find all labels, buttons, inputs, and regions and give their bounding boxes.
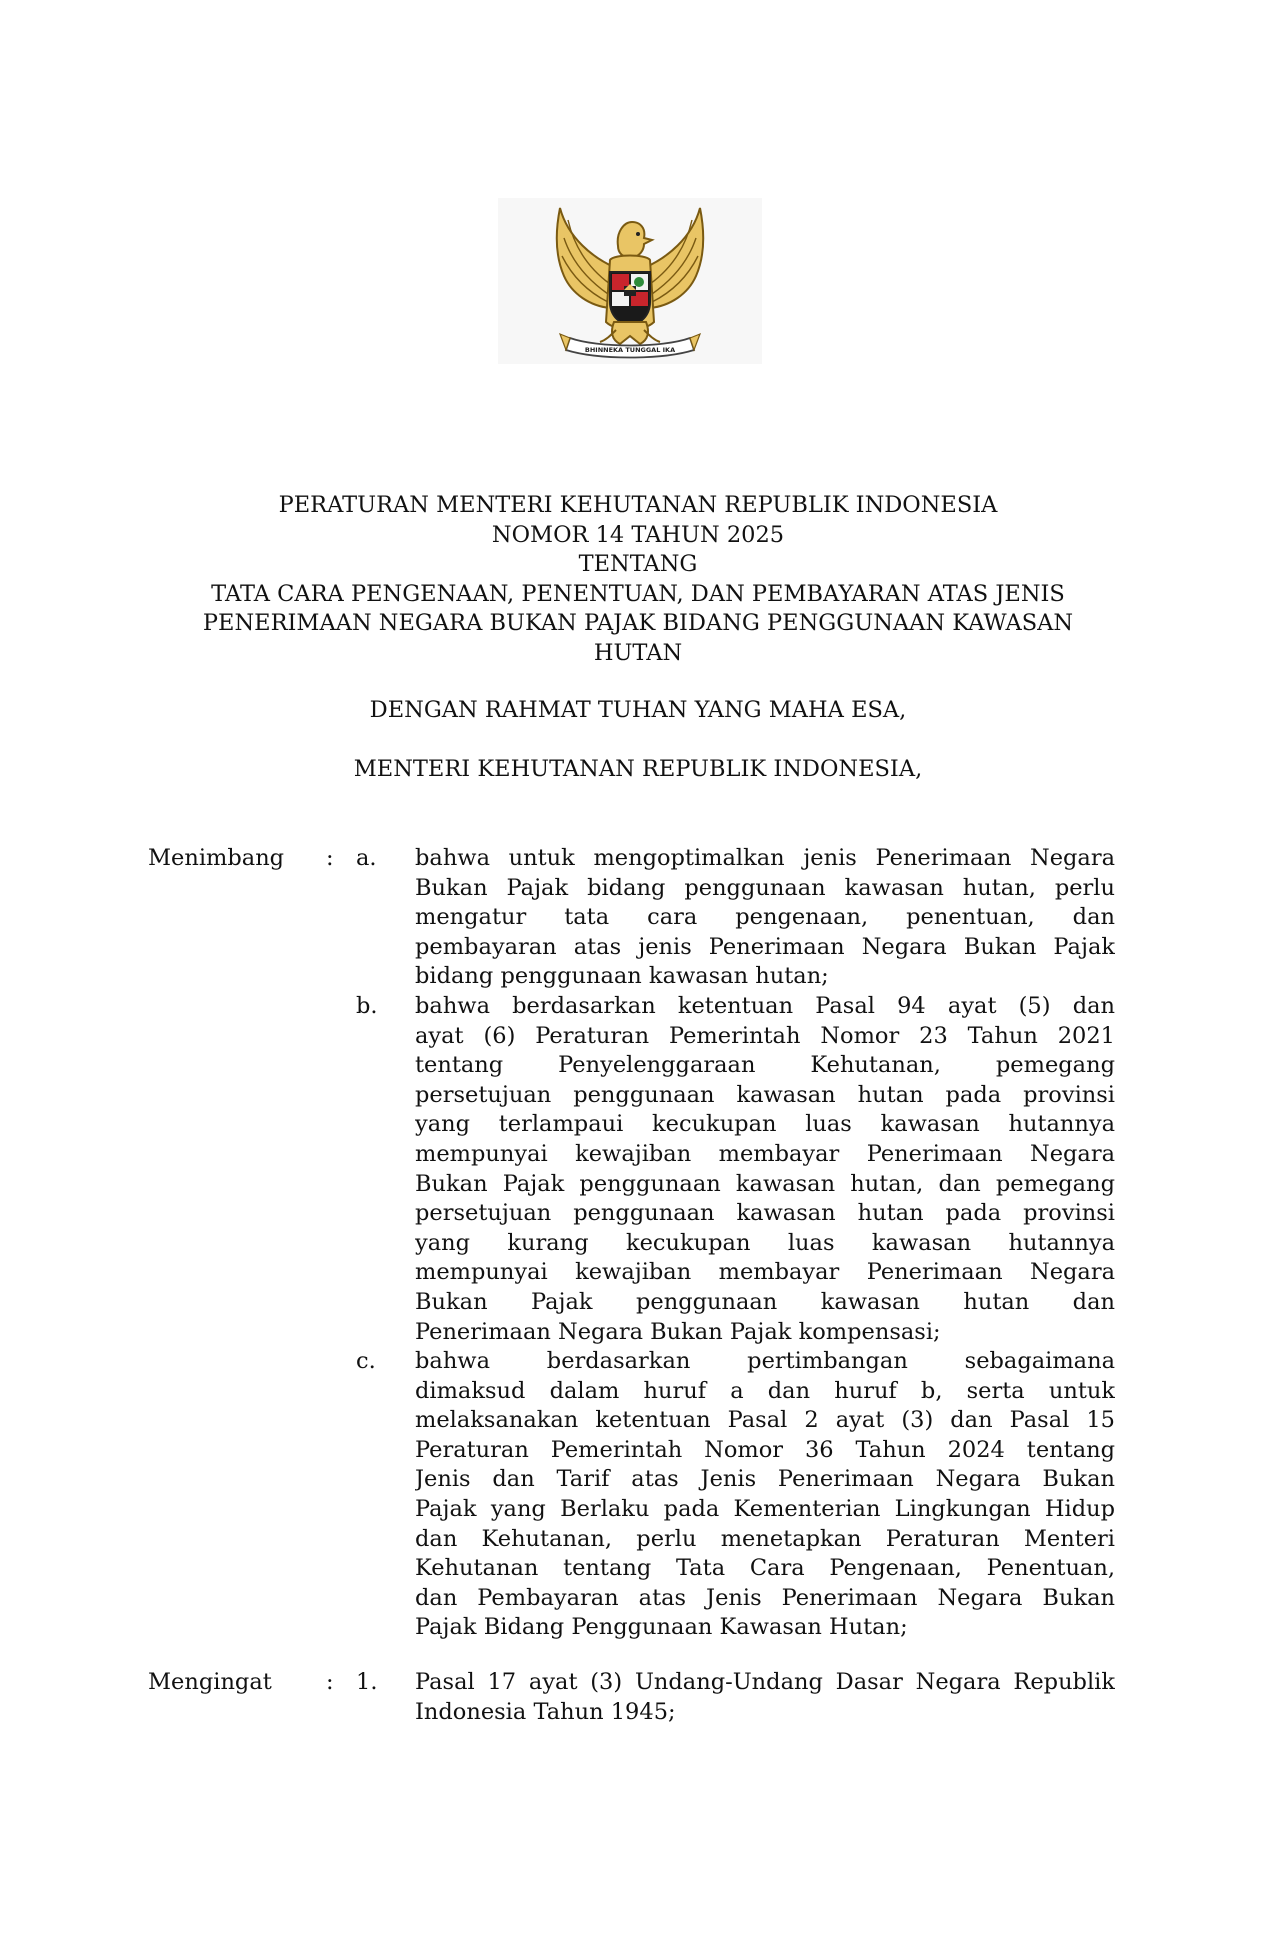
salutation-menteri: MENTERI KEHUTANAN REPUBLIK INDONESIA, xyxy=(353,756,923,782)
text-line: Pajak Bidang Penggunaan Kawasan Hutan; xyxy=(415,1614,908,1641)
title-line: TENTANG xyxy=(578,551,698,578)
text-line: Pajak yang Berlaku pada Kementerian Lingkungan Hidup xyxy=(415,1496,1115,1523)
text-line: bahwa berdasarkan ketentuan Pasal 94 ayat (5) dan xyxy=(415,992,1115,1019)
text-line: melaksanakan ketentuan Pasal 2 ayat (3) dan Pasal 15 xyxy=(415,1407,1115,1434)
text-line: ayat (6) Peraturan Pemerintah Nomor 23 Tahun 2021 xyxy=(415,1022,1115,1049)
menimbang-item-c xyxy=(148,1347,1128,1643)
item-text xyxy=(415,1668,1115,1727)
text-line: dan Kehutanan, perlu menetapkan Peraturan Menteri xyxy=(415,1525,1115,1552)
title-line: HUTAN xyxy=(593,639,683,666)
menimbang-item-b xyxy=(148,992,1128,1347)
section-colon: : xyxy=(326,1669,334,1695)
item-text xyxy=(415,844,1115,992)
text-line: dimaksud dalam huruf a dan huruf b, serta untuk xyxy=(415,1377,1115,1404)
text-line: Jenis dan Tarif atas Jenis Penerimaan Negara Bukan xyxy=(415,1466,1115,1493)
menimbang-section xyxy=(148,844,1128,1643)
regulation-title xyxy=(140,491,1136,669)
text-line: Pasal 17 ayat (3) Undang-Undang Dasar Negara Republik xyxy=(415,1669,1115,1695)
item-marker: a. xyxy=(356,845,377,871)
mengingat-item-1 xyxy=(148,1668,1128,1727)
garuda-emblem xyxy=(498,198,762,364)
title-line: TATA CARA PENGENAAN, PENENTUAN, DAN PEMBAYARAN ATAS JENIS xyxy=(211,580,1065,607)
title-line: PERATURAN MENTERI KEHUTANAN REPUBLIK INDONESIA xyxy=(278,492,998,518)
text-line: Bukan Pajak penggunaan kawasan hutan dan xyxy=(415,1288,1115,1315)
text-line: mempunyai kewajiban membayar Penerimaan Negara xyxy=(415,1140,1115,1167)
text-line: Kehutanan tentang Tata Cara Pengenaan, Penentuan, xyxy=(415,1555,1115,1582)
text-line: mengatur tata cara pengenaan, penentuan, dan xyxy=(415,904,1115,931)
text-line: Bukan Pajak penggunaan kawasan hutan, dan pemegang xyxy=(415,1170,1115,1197)
text-line: yang terlampaui kecukupan luas kawasan hutannya xyxy=(415,1111,1115,1138)
item-text xyxy=(415,1347,1115,1643)
text-line: tentang Penyelenggaraan Kehutanan, pemegang xyxy=(415,1052,1115,1079)
item-marker: b. xyxy=(356,992,378,1019)
text-line: Bukan Pajak bidang penggunaan kawasan hutan, perlu xyxy=(415,874,1115,901)
menimbang-label: Menimbang xyxy=(148,845,285,871)
section-colon: : xyxy=(326,845,334,871)
text-line: bahwa berdasarkan pertimbangan sebagaimana xyxy=(415,1348,1115,1375)
menimbang-item-a xyxy=(148,844,1128,992)
text-line: mempunyai kewajiban membayar Penerimaan Negara xyxy=(415,1259,1115,1286)
salutation-rahmat: DENGAN RAHMAT TUHAN YANG MAHA ESA, xyxy=(369,697,907,723)
text-line: Indonesia Tahun 1945; xyxy=(415,1698,676,1725)
item-marker: 1. xyxy=(356,1669,378,1695)
text-line: yang kurang kecukupan luas kawasan hutannya xyxy=(415,1229,1115,1256)
text-line: dan Pembayaran atas Jenis Penerimaan Negara Bukan xyxy=(415,1584,1115,1611)
item-marker: c. xyxy=(356,1348,376,1375)
garuda-pancasila-icon xyxy=(498,198,762,364)
text-line: persetujuan penggunaan kawasan hutan pada provinsi xyxy=(415,1200,1115,1227)
text-line: Penerimaan Negara Bukan Pajak kompensasi; xyxy=(415,1318,941,1345)
text-line: Peraturan Pemerintah Nomor 36 Tahun 2024 tentang xyxy=(415,1436,1115,1463)
mengingat-label: Mengingat xyxy=(148,1669,272,1695)
text-line: bahwa untuk mengoptimalkan jenis Penerimaan Negara xyxy=(415,845,1115,871)
item-text xyxy=(415,992,1115,1347)
text-line: pembayaran atas jenis Penerimaan Negara Bukan Pajak xyxy=(415,933,1115,960)
mengingat-section xyxy=(148,1668,1128,1727)
title-line: PENERIMAAN NEGARA BUKAN PAJAK BIDANG PENGGUNAAN KAWASAN xyxy=(202,610,1074,637)
text-line: persetujuan penggunaan kawasan hutan pada provinsi xyxy=(415,1081,1115,1108)
title-line: NOMOR 14 TAHUN 2025 xyxy=(491,521,785,548)
svg-text:BHINNEKA TUNGGAL IKA: BHINNEKA TUNGGAL IKA xyxy=(584,346,676,354)
text-line: bidang penggunaan kawasan hutan; xyxy=(415,963,829,990)
